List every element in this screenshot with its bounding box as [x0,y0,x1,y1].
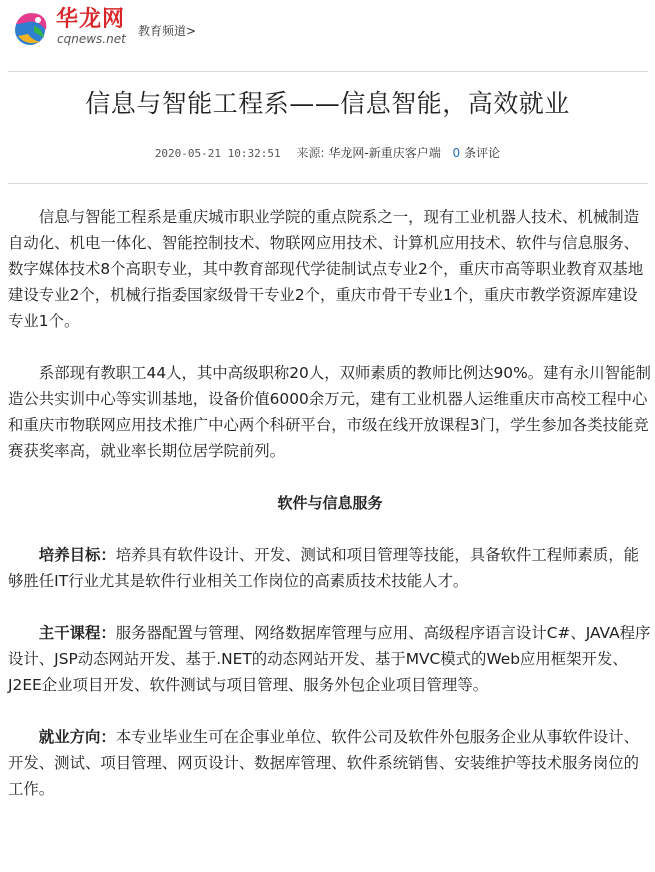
article-title: 信息与智能工程系——信息智能，高效就业 [85,89,570,118]
main-courses-label: 主干课程： [38,624,116,642]
meta-divider [8,183,648,184]
career-paragraph [8,724,652,802]
brand-name: 华龙网 [56,7,126,32]
article-body [8,204,652,802]
header-divider [8,71,648,72]
body-paragraph-staff: 系部现有教职工44人，其中高级职称20人，双师素质的教师比例达90%。建有永川智能制造公共实训中心等实训基地，设备价值6000余万元，建有工业机器人运维重庆市高校工程中心和重庆市物联网应用技术推广中心两个科研平台，市级在线开放课程3门，学生参加各类技能竞赛获奖率高，就业率长期位居学院前列。 [8,364,651,460]
training-goal-label: 培养目标： [38,546,116,564]
publish-time: 2020-05-21 10:32:51 [154,147,281,160]
spacer [8,516,652,542]
huanglong-logo-icon[interactable] [8,6,52,50]
site-header [0,0,655,64]
spacer [8,464,652,490]
spacer [8,698,652,724]
source-label: 来源: [296,146,325,160]
training-goal-text: 培养具有软件设计、开发、测试和项目管理等技能，具备软件工程师素质，能够胜任IT行业尤其是软件行业相关工作岗位的高素质技术技能人才。 [8,546,640,590]
training-goal-paragraph [8,542,652,594]
spacer [8,594,652,620]
body-paragraph-intro: 信息与智能工程系是重庆城市职业学院的重点院系之一，现有工业机器人技术、机械制造自动化、机电一体化、智能控制技术、物联网应用技术、计算机应用技术、软件与信息服务、数字媒体技术8个高职专业，其中教育部现代学徒制试点专业2个，重庆市高等职业教育双基地建设专业2个，机械行指委国家级骨干专业2个，重庆市骨干专业1个，重庆市教学资源库建设专业1个。 [8,208,644,330]
main-courses-paragraph [8,620,652,698]
comment-suffix[interactable]: 条评论 [464,146,501,160]
site-brand[interactable] [56,8,126,46]
spacer [8,334,652,360]
article-meta [0,144,655,161]
main-courses-text: 服务器配置与管理、网络数据库管理与应用、高级程序语言设计C#、JAVA程序设计、JSP动态网站开发、基于.NET的动态网站开发、基于MVC模式的Web应用框架开发、J2EE企业项目开发、软件测试与项目管理、服务外包企业项目管理等。 [8,624,651,694]
source-name[interactable]: 华龙网-新重庆客户端 [328,146,441,160]
channel-link[interactable]: 教育频道> [138,24,197,38]
section-title: 软件与信息服务 [277,494,383,512]
career-text: 本专业毕业生可在企事业单位、软件公司及软件外包服务企业从事软件设计、开发、测试、项目管理、网页设计、数据库管理、软件系统销售、安装维护等技术服务岗位的工作。 [8,728,640,798]
comment-count[interactable]: 0 [452,146,461,160]
brand-domain: cqnews.net [57,32,126,46]
career-label: 就业方向： [38,728,116,746]
